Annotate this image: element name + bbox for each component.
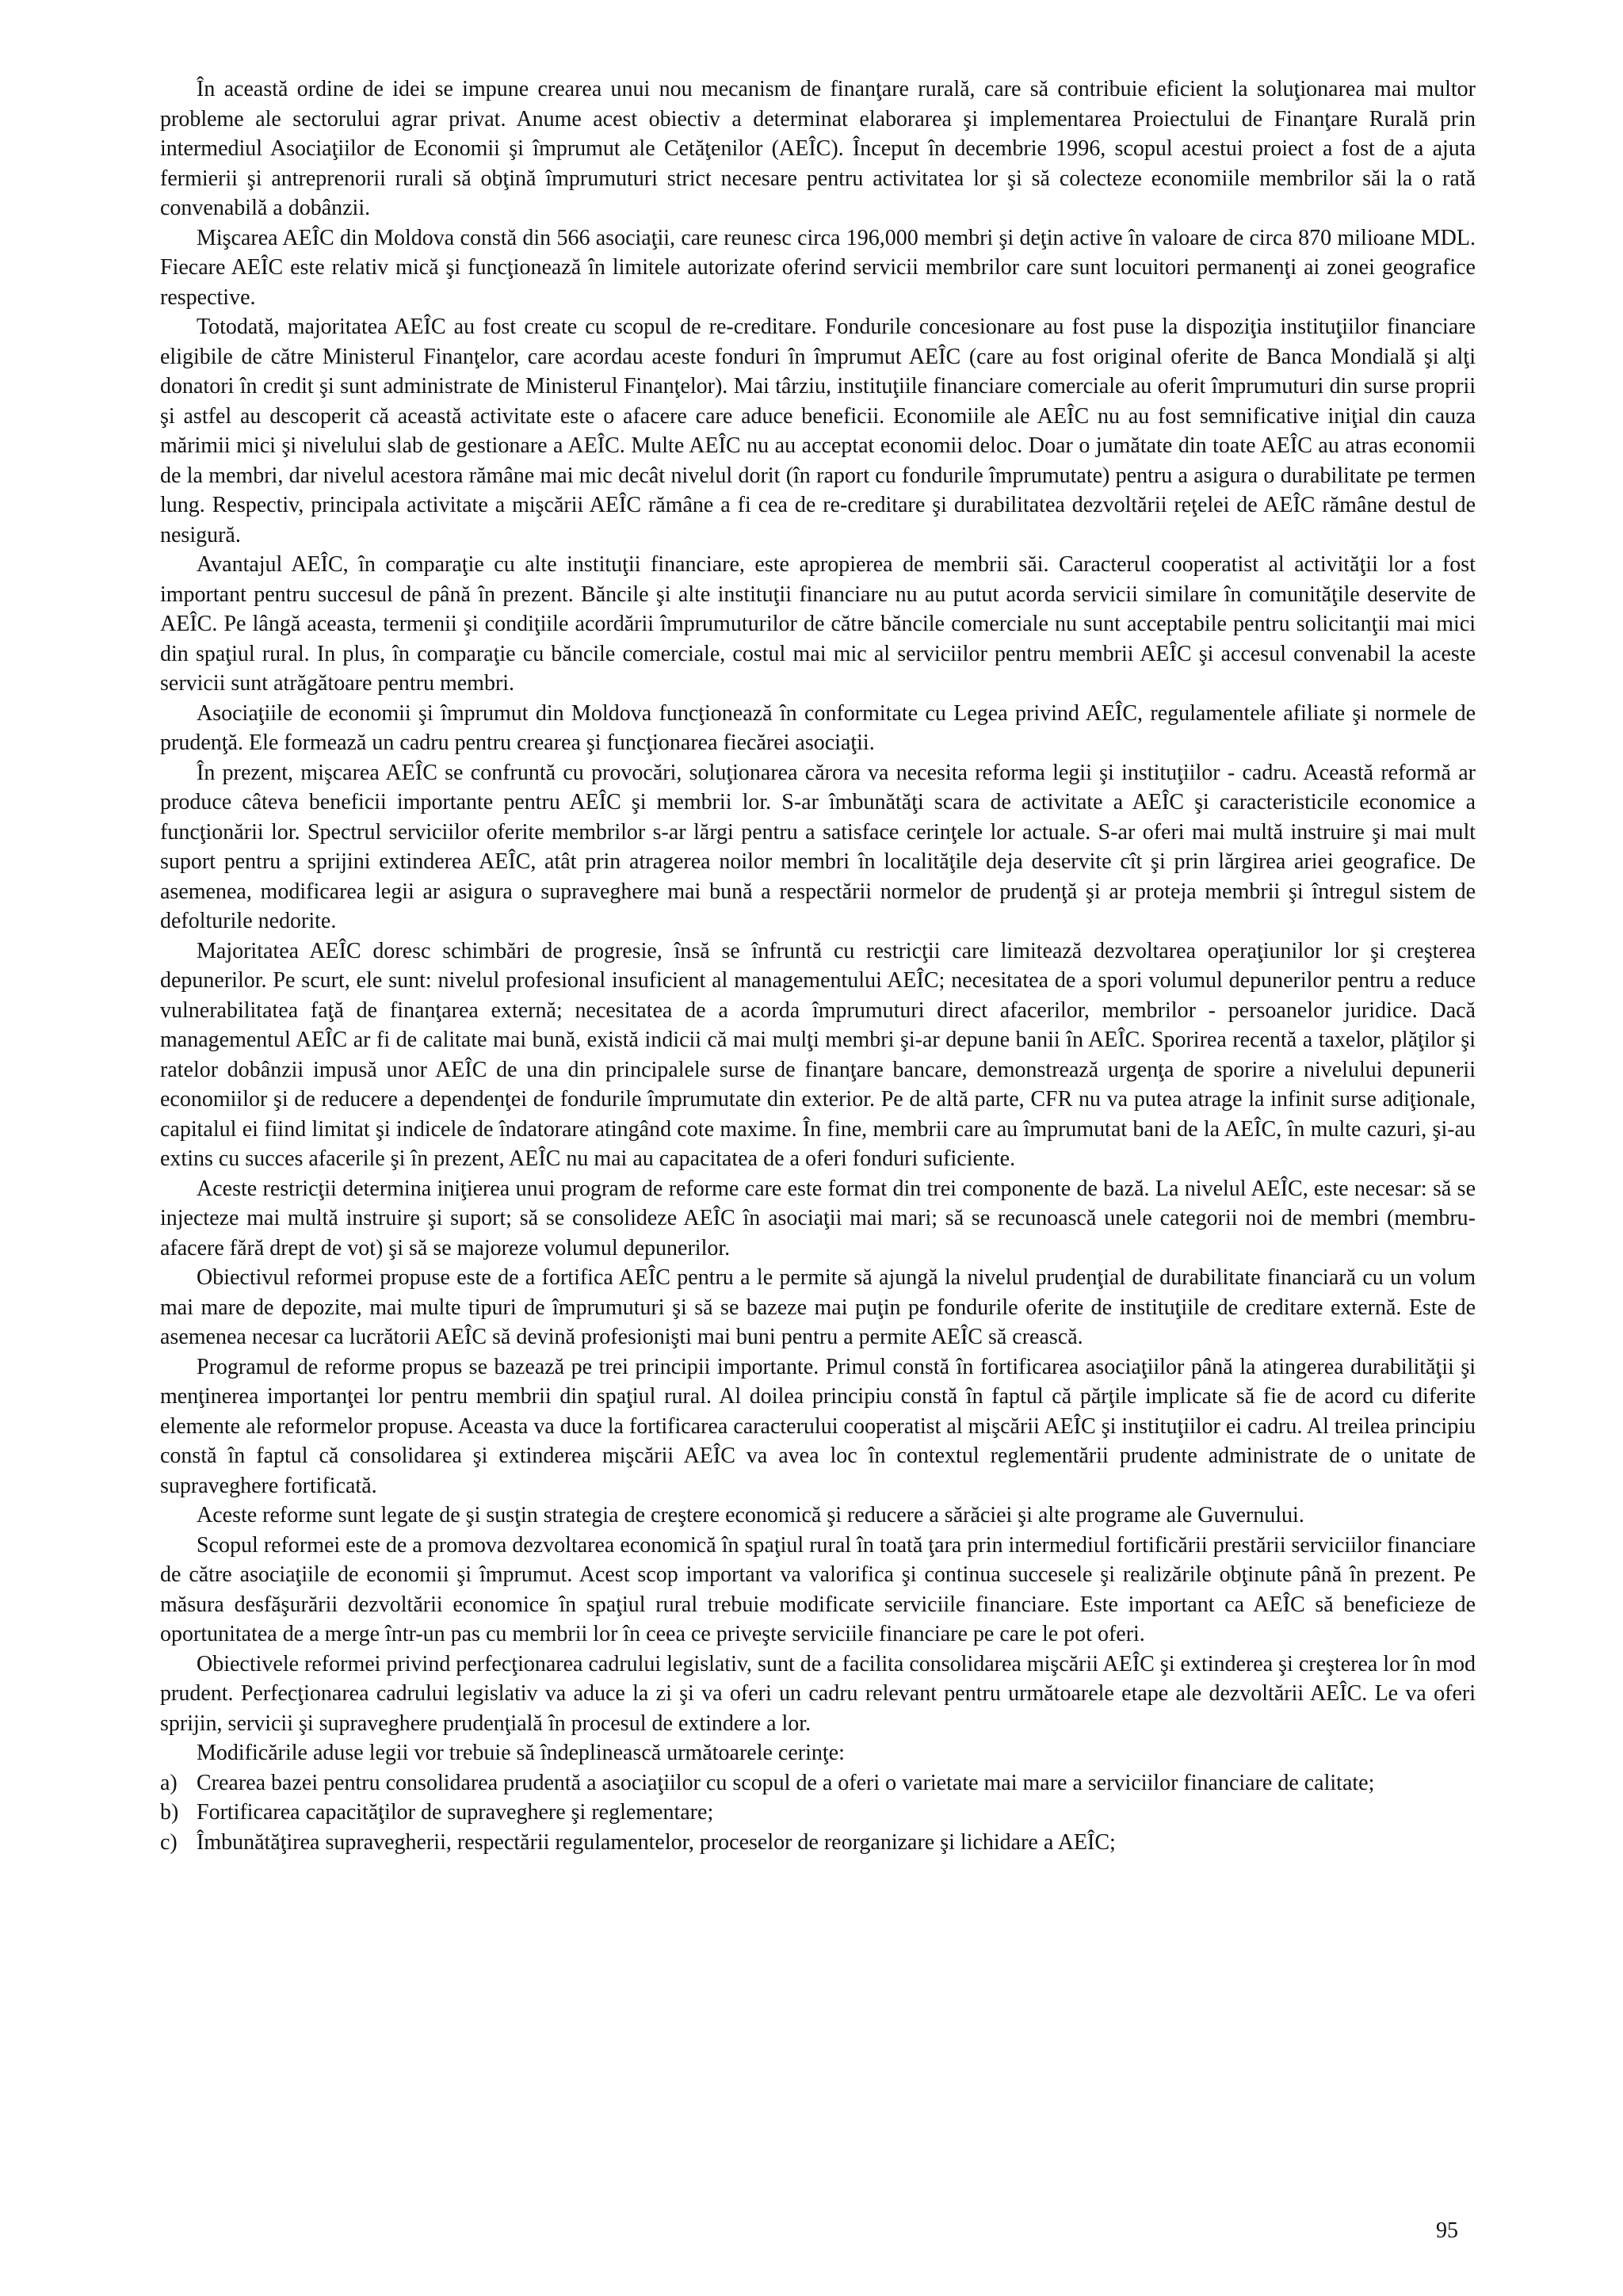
paragraph-reform-objective: Obiectivul reformei propuse este de a fortifica AEÎC pentru a le permite să ajungă la nivelul prudenţial de durabilitate financiară cu un volum mai mare de depozite, mai multe tipuri de împrumuturi şi să se bazeze mai puţin pe fondurile oferite de instituţiile de creditare externă. Este de asemenea necesar ca lucrătorii AEÎC să devină profesionişti mai buni pentru a permite AEÎC să crească. bbox=[160, 1265, 1476, 1349]
paragraph-legislative-objectives: Obiectivele reformei privind perfecţionarea cadrului legislativ, sunt de a facilita consolidarea mişcării AEÎC şi extinderea şi creşterea lor în mod prudent. Perfecţionarea cadrului legislativ va aduce la zi şi va oferi un cadru relevant pentru următoarele etape ale dezvoltării AEÎC. Le va oferi sprijin, servicii şi supraveghere prudenţială în procesul de extindere a lor. bbox=[160, 1651, 1476, 1736]
list-item bbox=[160, 1768, 1476, 1798]
paragraph-legal-framework: Asociaţiile de economii şi împrumut din Moldova funcţionează în conformitate cu Legea privind AEÎC, regulamentele afiliate şi normele de prudenţă. Ele formează un cadru pentru crearea şi funcţionarea fiecărei asociaţii. bbox=[160, 700, 1476, 755]
list-item bbox=[160, 1798, 1476, 1828]
requirements-list bbox=[160, 1768, 1476, 1858]
paragraph-reform-scope: Scopul reformei este de a promova dezvoltarea economică în spaţiul rural în toată ţara prin intermediul fortificării prestării serviciilor financiare de către asociaţiile de economii şi împrumut. Acest scop important va valorifica şi continua succesele şi realizările obţinute până în prezent. Pe măsura desfăşurării dezvoltării economice în spaţiul rural trebuie modificate serviciile financiare. Este important ca AEÎC să beneficieze de oportunitatea de a merge într-un pas cu membrii lor în ceea ce priveşte serviciile financiare pe care le pot oferi. bbox=[160, 1532, 1476, 1646]
list-item-text: Fortificarea capacităţilor de supraveghere şi reglementare; bbox=[197, 1800, 714, 1825]
paragraph-reform-principles: Programul de reforme propus se bazează pe trei principii importante. Primul constă în fortificarea asociaţiilor până la atingerea durabilităţii şi menţinerea importanţei lor pentru membrii din spaţiul rural. Al doilea principiu constă în faptul că părţile implicate să fie de acord cu diferite elemente ale reformelor propuse. Aceasta va duce la fortificarea caracterului cooperatist al mişcării AEÎC şi instituţiilor ei cadru. Al treilea principiu constă în faptul că consolidarea şi extinderea mişcării AEÎC va avea loc în contextul reglementării prudente administrate de o unitate de supraveghere fortificată. bbox=[160, 1354, 1476, 1498]
paragraph-restrictions: Majoritatea AEÎC doresc schimbări de progresie, însă se înfruntă cu restricţii care limitează dezvoltarea operaţiunilor lor şi creşterea depunerilor. Pe scurt, ele sunt: nivelul profesional insuficient al managementului AEÎC; necesitatea de a spori volumul depunerilor pentru a reduce vulnerabilitatea faţă de finanţarea externă; necesitatea de a acorda împrumuturi direct afacerilor, membrilor - persoanelor juridice. Dacă managementul AEÎC ar fi de calitate mai bună, există indicii că mai mulţi membri şi-ar depune banii în AEÎC. Sporirea recentă a taxelor, plăţilor şi ratelor dobânzii impusă unor AEÎC de una din principalele surse de finanţare bancare, demonstrează urgenţa de sporire a nivelului depunerii economiilor şi de reducere a dependenţei de fondurile împrumutate din exterior. Pe de altă parte, CFR nu va putea atrage la infinit surse adiţionale, capitalul ei fiind limitat şi indicele de îndatorare atingând cote maxime. În fine, membrii care au împrumutat bani de la AEÎC, în multe cazuri, şi-au extins cu succes afacerile şi în prezent, AEÎC nu mai au capacitatea de a oferi fonduri suficiente. bbox=[160, 938, 1476, 1171]
list-marker: b) bbox=[160, 1800, 179, 1825]
paragraph-movement-size: Mişcarea AEÎC din Moldova constă din 566 asociaţii, care reunesc circa 196,000 membri şi deţin active în valoare de circa 870 milioane MDL. Fiecare AEÎC este relativ mică şi funcţionează în limitele autorizate oferind servicii membrilor care sunt locuitori permanenţi ai zonei geografice respective. bbox=[160, 225, 1476, 310]
paragraph-re-crediting: Totodată, majoritatea AEÎC au fost create cu scopul de re-creditare. Fondurile concesionare au fost puse la dispoziţia instituţiilor financiare eligibile de către Ministerul Finanţelor, care acordau aceste fonduri în împrumut AEÎC (care au fost original oferite de Banca Mondială şi alţi donatori în credit şi sunt administrate de Ministerul Finanţelor). Mai târziu, instituţiile financiare comerciale au oferit împrumuturi din surse proprii şi astfel au descoperit că această activitate este o afacere care aduce beneficii. Economiile ale AEÎC nu au fost semnificative iniţial din cauza mărimii mici şi nivelului slab de gestionare a AEÎC. Multe AEÎC nu au acceptat economii deloc. Doar o jumătate din toate AEÎC au atras economii de la membri, dar nivelul acestora rămâne mai mic decât nivelul dorit (în raport cu fondurile împrumutate) pentru a asigura o durabilitate pe termen lung. Respectiv, principala activitate a mişcării AEÎC rămâne a fi cea de re-creditare şi durabilitatea dezvoltării reţelei de AEÎC rămâne destul de nesigură. bbox=[160, 315, 1476, 547]
document-body bbox=[160, 74, 1476, 1857]
paragraph-intro-mechanism: În această ordine de idei se impune crearea unui nou mecanism de finanţare rurală, care să contribuie eficient la soluţionarea mai multor probleme ale sectorului agrar privat. Anume acest obiectiv a determinat elaborarea şi implementarea Proiectului de Finanţare Rurală prin intermediul Asociaţiilor de Economii şi împrumut ale Cetăţenilor (AEÎC). Început în decembrie 1996, scopul acestui proiect a fost de a ajuta fermierii şi antreprenorii rurali să obţină împrumuturi strict necesare pentru activitatea lor şi să colecteze economiile membrilor săi la o rată convenabilă a dobânzii. bbox=[160, 77, 1476, 220]
list-item-text: Îmbunătăţirea supravegherii, respectării regulamentelor, proceselor de reorganizare şi lichidare a AEÎC; bbox=[197, 1829, 1116, 1855]
list-marker: c) bbox=[160, 1829, 178, 1855]
paragraph-requirements-intro: Modificările aduse legii vor trebuie să îndeplinească următoarele cerinţe: bbox=[197, 1741, 845, 1765]
paragraph-government-strategy: Aceste reforme sunt legate de şi susţin strategia de creştere economică şi reducere a sărăciei şi alte programe ale Guvernului. bbox=[197, 1503, 1304, 1527]
list-item bbox=[160, 1828, 1476, 1858]
list-marker: a) bbox=[160, 1770, 178, 1795]
page-number: 95 bbox=[1436, 2218, 1458, 2243]
paragraph-challenges: În prezent, mişcarea AEÎC se confruntă cu provocări, soluţionarea cărora va necesita reforma legii şi instituţiilor - cadru. Această reformă ar produce câteva beneficii importante pentru AEÎC şi membrii lor. S-ar îmbunătăţi scara de activitate a AEÎC şi caracteristicile economice a funcţionării lor. Spectrul serviciilor oferite membrilor s-ar lărgi pentru a satisface cerinţele lor actuale. S-ar oferi mai multă instruire şi mai mult suport pentru a sprijini extinderea AEÎC, atât prin atragerea noilor membri în localităţile deja deservite cît şi prin lărgirea ariei geografice. De asemenea, modificarea legii ar asigura o supraveghere mai bună a respectării normelor de prudenţă şi ar proteja membrii şi întregul sistem de defolturile nedorite. bbox=[160, 760, 1476, 933]
paragraph-advantage: Avantajul AEÎC, în comparaţie cu alte instituţii financiare, este apropierea de membrii săi. Caracterul cooperatist al activităţii lor a fost important pentru succesul de până în prezent. Băncile şi alte instituţii financiare nu au putut acorda servicii similare în comunităţile deservite de AEÎC. Pe lângă aceasta, termenii şi condiţiile acordării împrumuturilor de către băncile comerciale nu sunt acceptabile pentru solicitanţii mai mici din spaţiul rural. In plus, în comparaţie cu băncile comerciale, costul mai mic al serviciilor pentru membrii AEÎC şi accesul convenabil la aceste servicii sunt atrăgătoare pentru membri. bbox=[160, 552, 1476, 696]
list-item-text: Crearea bazei pentru consolidarea prudentă a asociaţiilor cu scopul de a oferi o varietate mai mare a serviciilor financiare de calitate; bbox=[197, 1770, 1375, 1795]
paragraph-reform-components: Aceste restricţii determina iniţierea unui program de reforme care este format din trei componente de bază. La nivelul AEÎC, este necesar: să se injecteze mai multă instruire şi suport; să se consolideze AEÎC în asociaţii mai mari; să se recunoască unele categorii noi de membri (membru-afacere fără drept de vot) şi să se majoreze volumul depunerilor. bbox=[160, 1176, 1476, 1261]
